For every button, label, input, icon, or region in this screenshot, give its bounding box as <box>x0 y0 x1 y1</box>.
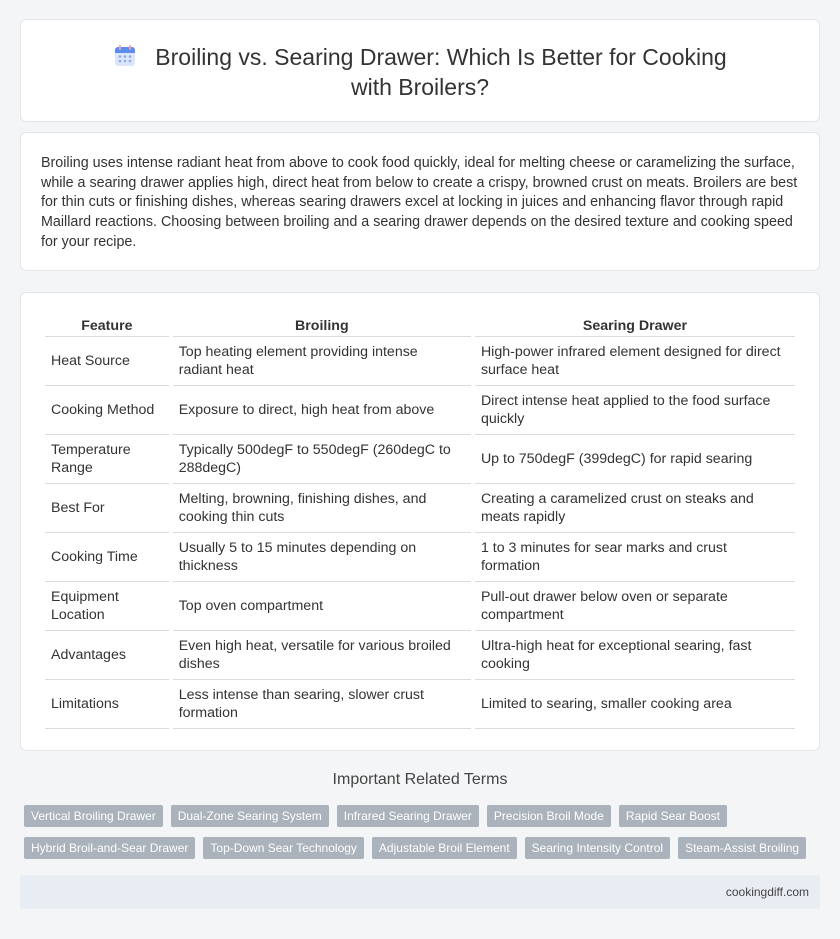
table-row <box>45 631 795 680</box>
tag-top-down-sear-technology[interactable]: Top-Down Sear Technology <box>203 837 364 859</box>
comparison-card <box>20 292 820 751</box>
footer <box>20 875 820 909</box>
searing-cell: Up to 750degF (399degC) for rapid searing <box>475 435 795 484</box>
related-terms-heading: Important Related Terms <box>332 771 508 788</box>
feature-cell: Advantages <box>45 631 169 680</box>
feature-cell: Heat Source <box>45 337 169 386</box>
searing-cell: High-power infrared element designed for direct surface heat <box>475 337 795 386</box>
tag-precision-broil-mode[interactable]: Precision Broil Mode <box>487 805 611 827</box>
broiling-cell: Top oven compartment <box>173 582 471 631</box>
table-row <box>45 533 795 582</box>
broiling-cell: Exposure to direct, high heat from above <box>173 386 471 435</box>
searing-cell: Limited to searing, smaller cooking area <box>475 680 795 729</box>
broiling-cell: Even high heat, versatile for various broiled dishes <box>173 631 471 680</box>
feature-cell: Cooking Time <box>45 533 169 582</box>
tag-adjustable-broil-element[interactable]: Adjustable Broil Element <box>372 837 517 859</box>
broiling-cell: Typically 500degF to 550degF (260degC to 288degC) <box>173 435 471 484</box>
searing-cell: 1 to 3 minutes for sear marks and crust formation <box>475 533 795 582</box>
tag-dual-zone-searing-system[interactable]: Dual-Zone Searing System <box>171 805 329 827</box>
table-row <box>45 582 795 631</box>
table-row <box>45 337 795 386</box>
feature-cell: Best For <box>45 484 169 533</box>
intro-paragraph: Broiling uses intense radiant heat from above to cook food quickly, ideal for melting cheese or caramelizing the surface, while a searing drawer applies high, direct heat from below to create a crispy, browned crust on meats. Broilers are best for thin cuts or finishing dishes, whereas searing drawers excel at locking in juices and enhancing flavor through rapid Maillard reactions. Choosing between broiling and a searing drawer depends on the desired texture and cooking speed for your recipe. <box>41 155 798 250</box>
table-row <box>45 386 795 435</box>
feature-cell: Cooking Method <box>45 386 169 435</box>
page-title: Broiling vs. Searing Drawer: Which Is Better for Cooking with Broilers? <box>155 44 727 100</box>
searing-cell: Ultra-high heat for exceptional searing, fast cooking <box>475 631 795 680</box>
header-searing-drawer: Searing Drawer <box>475 316 795 337</box>
header-broiling: Broiling <box>173 316 471 337</box>
searing-cell: Creating a caramelized crust on steaks and meats rapidly <box>475 484 795 533</box>
searing-cell: Direct intense heat applied to the food surface quickly <box>475 386 795 435</box>
tag-hybrid-broil-and-sear-drawer[interactable]: Hybrid Broil-and-Sear Drawer <box>24 837 195 859</box>
tag-searing-intensity-control[interactable]: Searing Intensity Control <box>525 837 670 859</box>
searing-cell: Pull-out drawer below oven or separate compartment <box>475 582 795 631</box>
table-row <box>45 484 795 533</box>
broiling-cell: Less intense than searing, slower crust formation <box>173 680 471 729</box>
header-feature: Feature <box>45 316 169 337</box>
broiling-cell: Usually 5 to 15 minutes depending on thickness <box>173 533 471 582</box>
title-card <box>20 19 820 122</box>
footer-site-link[interactable]: cookingdiff.com <box>725 885 809 899</box>
tag-vertical-broiling-drawer[interactable]: Vertical Broiling Drawer <box>24 805 163 827</box>
calendar-icon <box>113 44 137 68</box>
feature-cell: Limitations <box>45 680 169 729</box>
table-row <box>45 435 795 484</box>
tag-infrared-searing-drawer[interactable]: Infrared Searing Drawer <box>337 805 479 827</box>
broiling-cell: Top heating element providing intense radiant heat <box>173 337 471 386</box>
table-row <box>45 680 795 729</box>
broiling-cell: Melting, browning, finishing dishes, and cooking thin cuts <box>173 484 471 533</box>
page-title-container <box>21 42 819 102</box>
tag-steam-assist-broiling[interactable]: Steam-Assist Broiling <box>678 837 806 859</box>
feature-cell: Temperature Range <box>45 435 169 484</box>
tag-rapid-sear-boost[interactable]: Rapid Sear Boost <box>619 805 727 827</box>
table-header-row <box>45 316 795 337</box>
related-terms-tags <box>24 805 814 859</box>
comparison-table <box>41 316 799 729</box>
intro-card <box>20 132 820 271</box>
feature-cell: Equipment Location <box>45 582 169 631</box>
